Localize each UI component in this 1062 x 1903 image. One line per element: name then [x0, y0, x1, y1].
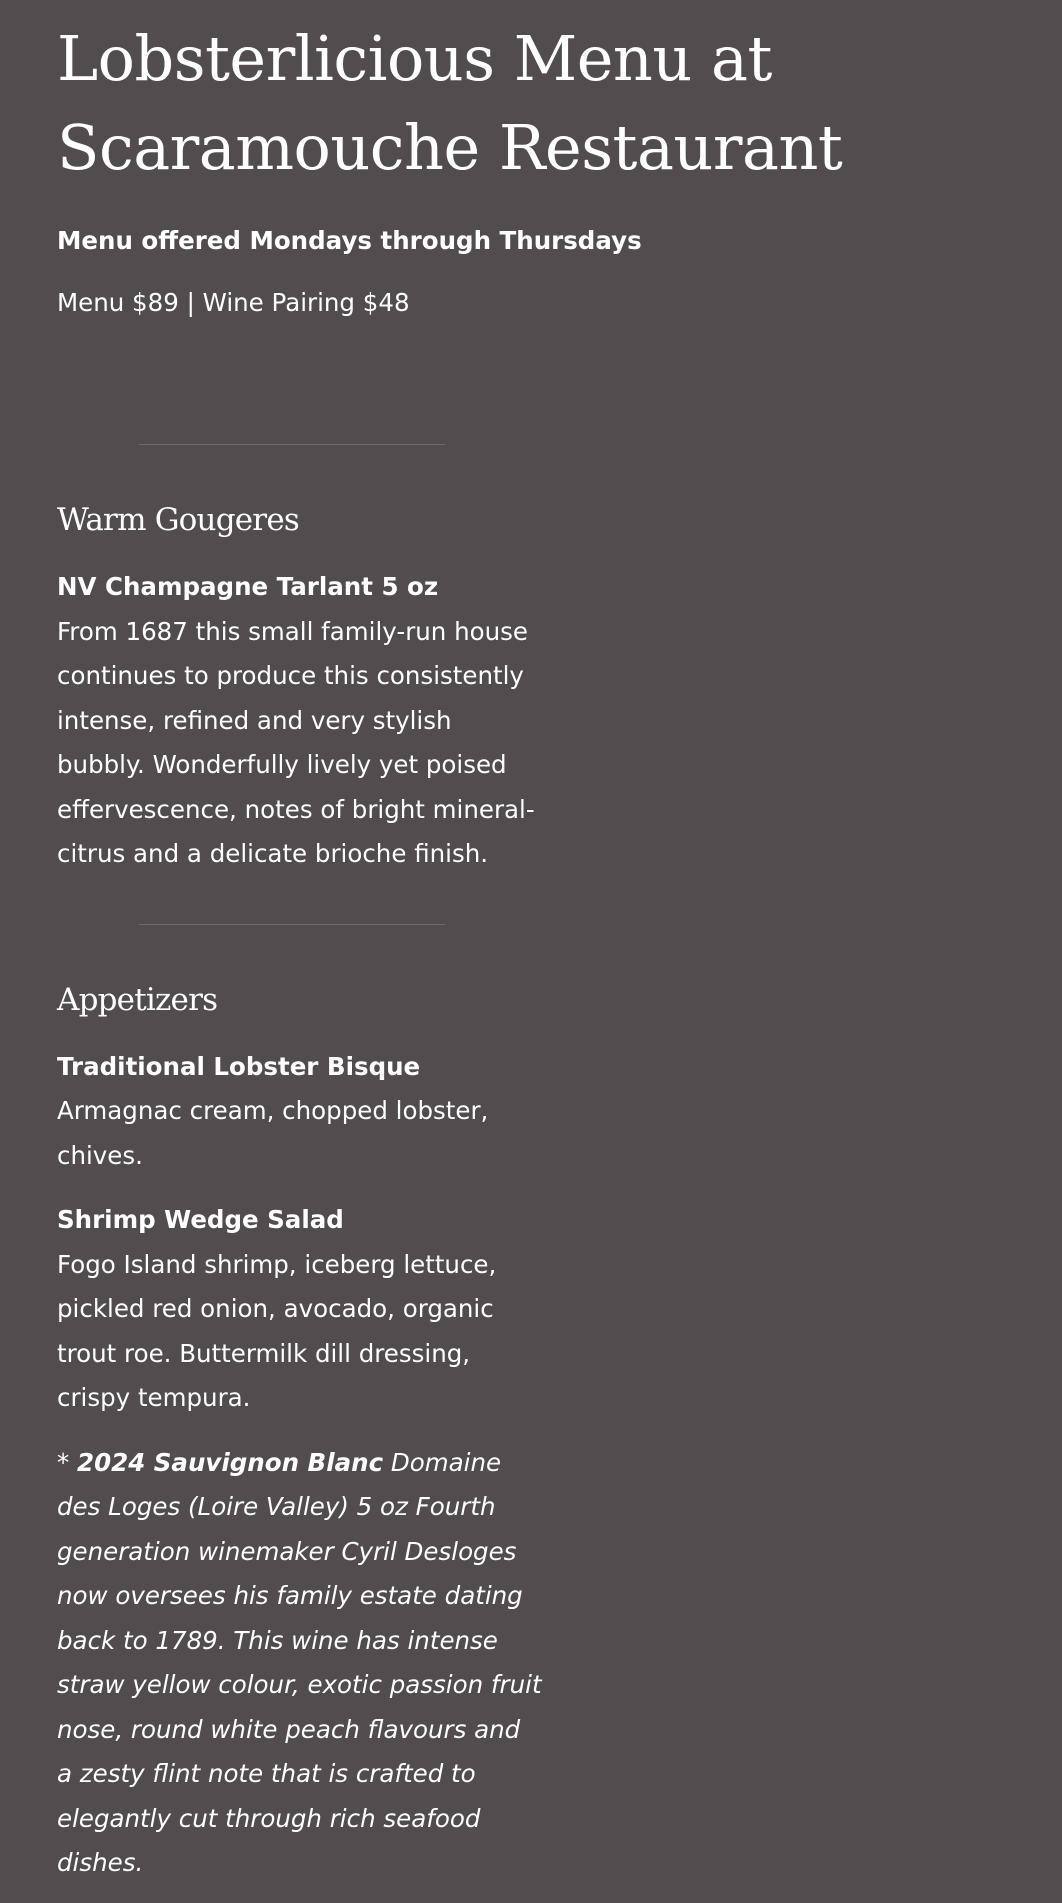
section-warm-gougeres [57, 500, 1062, 877]
menu-item [57, 1045, 542, 1179]
section-divider [139, 444, 445, 445]
section-title: Appetizers [57, 981, 218, 1018]
item-description: Fogo Island shrimp, iceberg lettuce, pickled red onion, avocado, organic trout roe. Buttermilk dill dressing, crispy tempura. [57, 1249, 497, 1412]
wine-marker: * [57, 1447, 70, 1477]
menu-item [57, 565, 542, 877]
item-name: Traditional Lobster Bisque [57, 1051, 421, 1081]
section-title: Warm Gougeres [57, 502, 299, 538]
item-description: From 1687 this small family-run house continues to produce this consistently intense, refined and very stylish bubbly. Wonderfully lively yet poised effervescence, notes of bright mineral-citrus and a delicate brioche finish. [57, 616, 535, 868]
wine-name: 2024 Sauvignon Blanc [77, 1447, 384, 1477]
section-appetizers [57, 980, 1062, 1886]
item-description: Armagnac cream, chopped lobster, chives. [57, 1096, 489, 1170]
section-divider [139, 924, 445, 925]
item-name: NV Champagne Tarlant 5 oz [57, 572, 439, 601]
item-name: Shrimp Wedge Salad [57, 1205, 344, 1234]
menu-price: Menu $89 | Wine Pairing $48 [57, 288, 410, 317]
menu-days: Menu offered Mondays through Thursdays [57, 226, 642, 255]
wine-pairing [57, 1441, 542, 1886]
page-title: Lobsterlicious Menu at Scaramouche Restaurant [57, 22, 843, 184]
menu-item [57, 1198, 542, 1421]
wine-description: Domaine des Loges (Loire Valley) 5 oz Fourth generation winemaker Cyril Desloges now oversees his family estate dating back to 1789. This wine has intense straw yellow colour, exotic passion fruit nose, round white peach flavours and a zesty flint note that is crafted to elegantly cut through rich seafood dishes. [57, 1447, 542, 1877]
